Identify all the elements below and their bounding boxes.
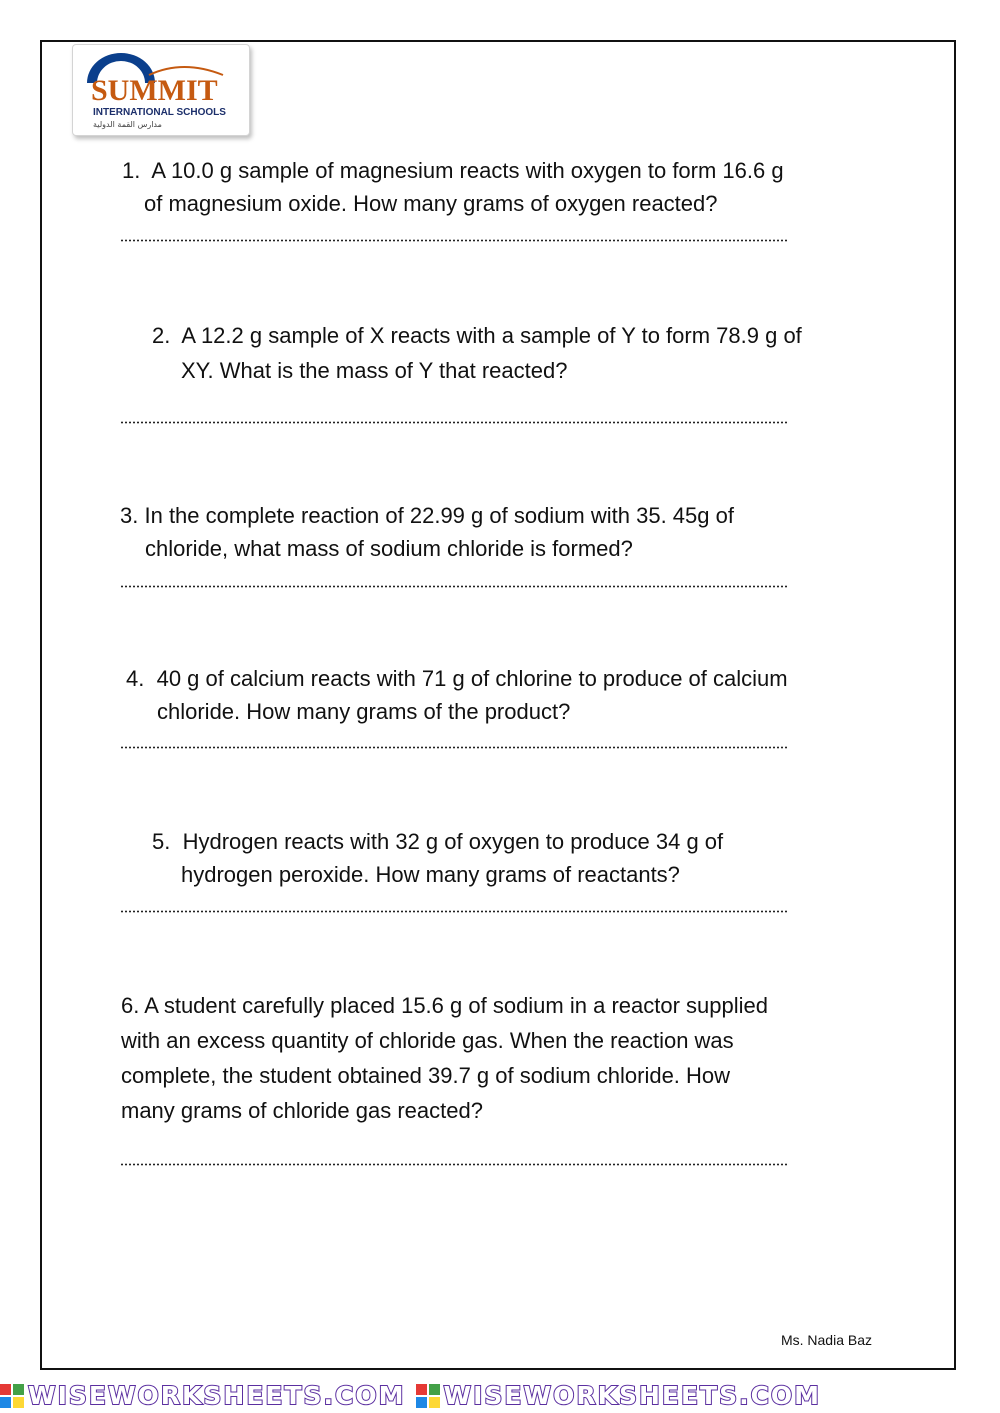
school-logo [72,44,250,136]
logo-initial: SUMMIT [91,74,218,107]
worksheet-logo-icon [416,1384,440,1408]
question-line: 40 g of calcium reacts with 71 g of chlorine to produce of calcium [156,666,788,691]
watermark-banner [0,1378,1000,1413]
answer-line[interactable] [120,1163,788,1166]
answer-line[interactable] [120,910,788,913]
question-5 [152,825,723,891]
question-line: XY. What is the mass of Y that reacted? [181,358,568,383]
author-name: Ms. Nadia Baz [780,1332,872,1348]
question-line: of magnesium oxide. How many grams of oxygen reacted? [144,191,718,216]
logo-subtitle: INTERNATIONAL SCHOOLS [93,107,226,118]
question-line: In the complete reaction of 22.99 g of sodium with 35. 45g of [144,503,734,528]
answer-line[interactable] [120,239,788,242]
answer-line[interactable] [120,585,788,588]
logo-arabic: مدارس القمة الدولية [93,120,162,129]
question-4 [126,662,788,728]
question-number: 6. [121,993,140,1018]
question-2 [152,318,802,388]
answer-line[interactable] [120,746,788,749]
answer-line[interactable] [120,421,788,424]
watermark-text: WISEWORKSHEETS.COM [28,1381,406,1410]
watermark-text: WISEWORKSHEETS.COM [443,1381,822,1410]
question-number: 2. [152,323,171,348]
question-number: 3. [120,503,139,528]
question-number: 5. [152,829,171,854]
question-line: Hydrogen reacts with 32 g of oxygen to produce 34 g of [182,829,724,854]
worksheet-logo-icon [0,1384,24,1408]
question-number: 4. [126,666,145,691]
question-line: A student carefully placed 15.6 g of sodium in a reactor supplied [144,993,768,1018]
question-1 [122,154,784,220]
question-line: hydrogen peroxide. How many grams of reactants? [181,862,680,887]
question-line: A 12.2 g sample of X reacts with a sample of Y to form 78.9 g of [181,323,802,348]
question-line: complete, the student obtained 39.7 g of sodium chloride. How [121,1063,731,1088]
question-line: chloride, what mass of sodium chloride is formed? [145,536,633,561]
question-line: A 10.0 g sample of magnesium reacts with oxygen to form 16.6 g [151,158,784,183]
question-6 [121,988,768,1128]
question-3 [120,499,734,565]
question-line: many grams of chloride gas reacted? [121,1098,483,1123]
question-number: 1. [122,158,141,183]
question-line: chloride. How many grams of the product? [157,699,571,724]
question-line: with an excess quantity of chloride gas. When the reaction was [121,1028,734,1053]
